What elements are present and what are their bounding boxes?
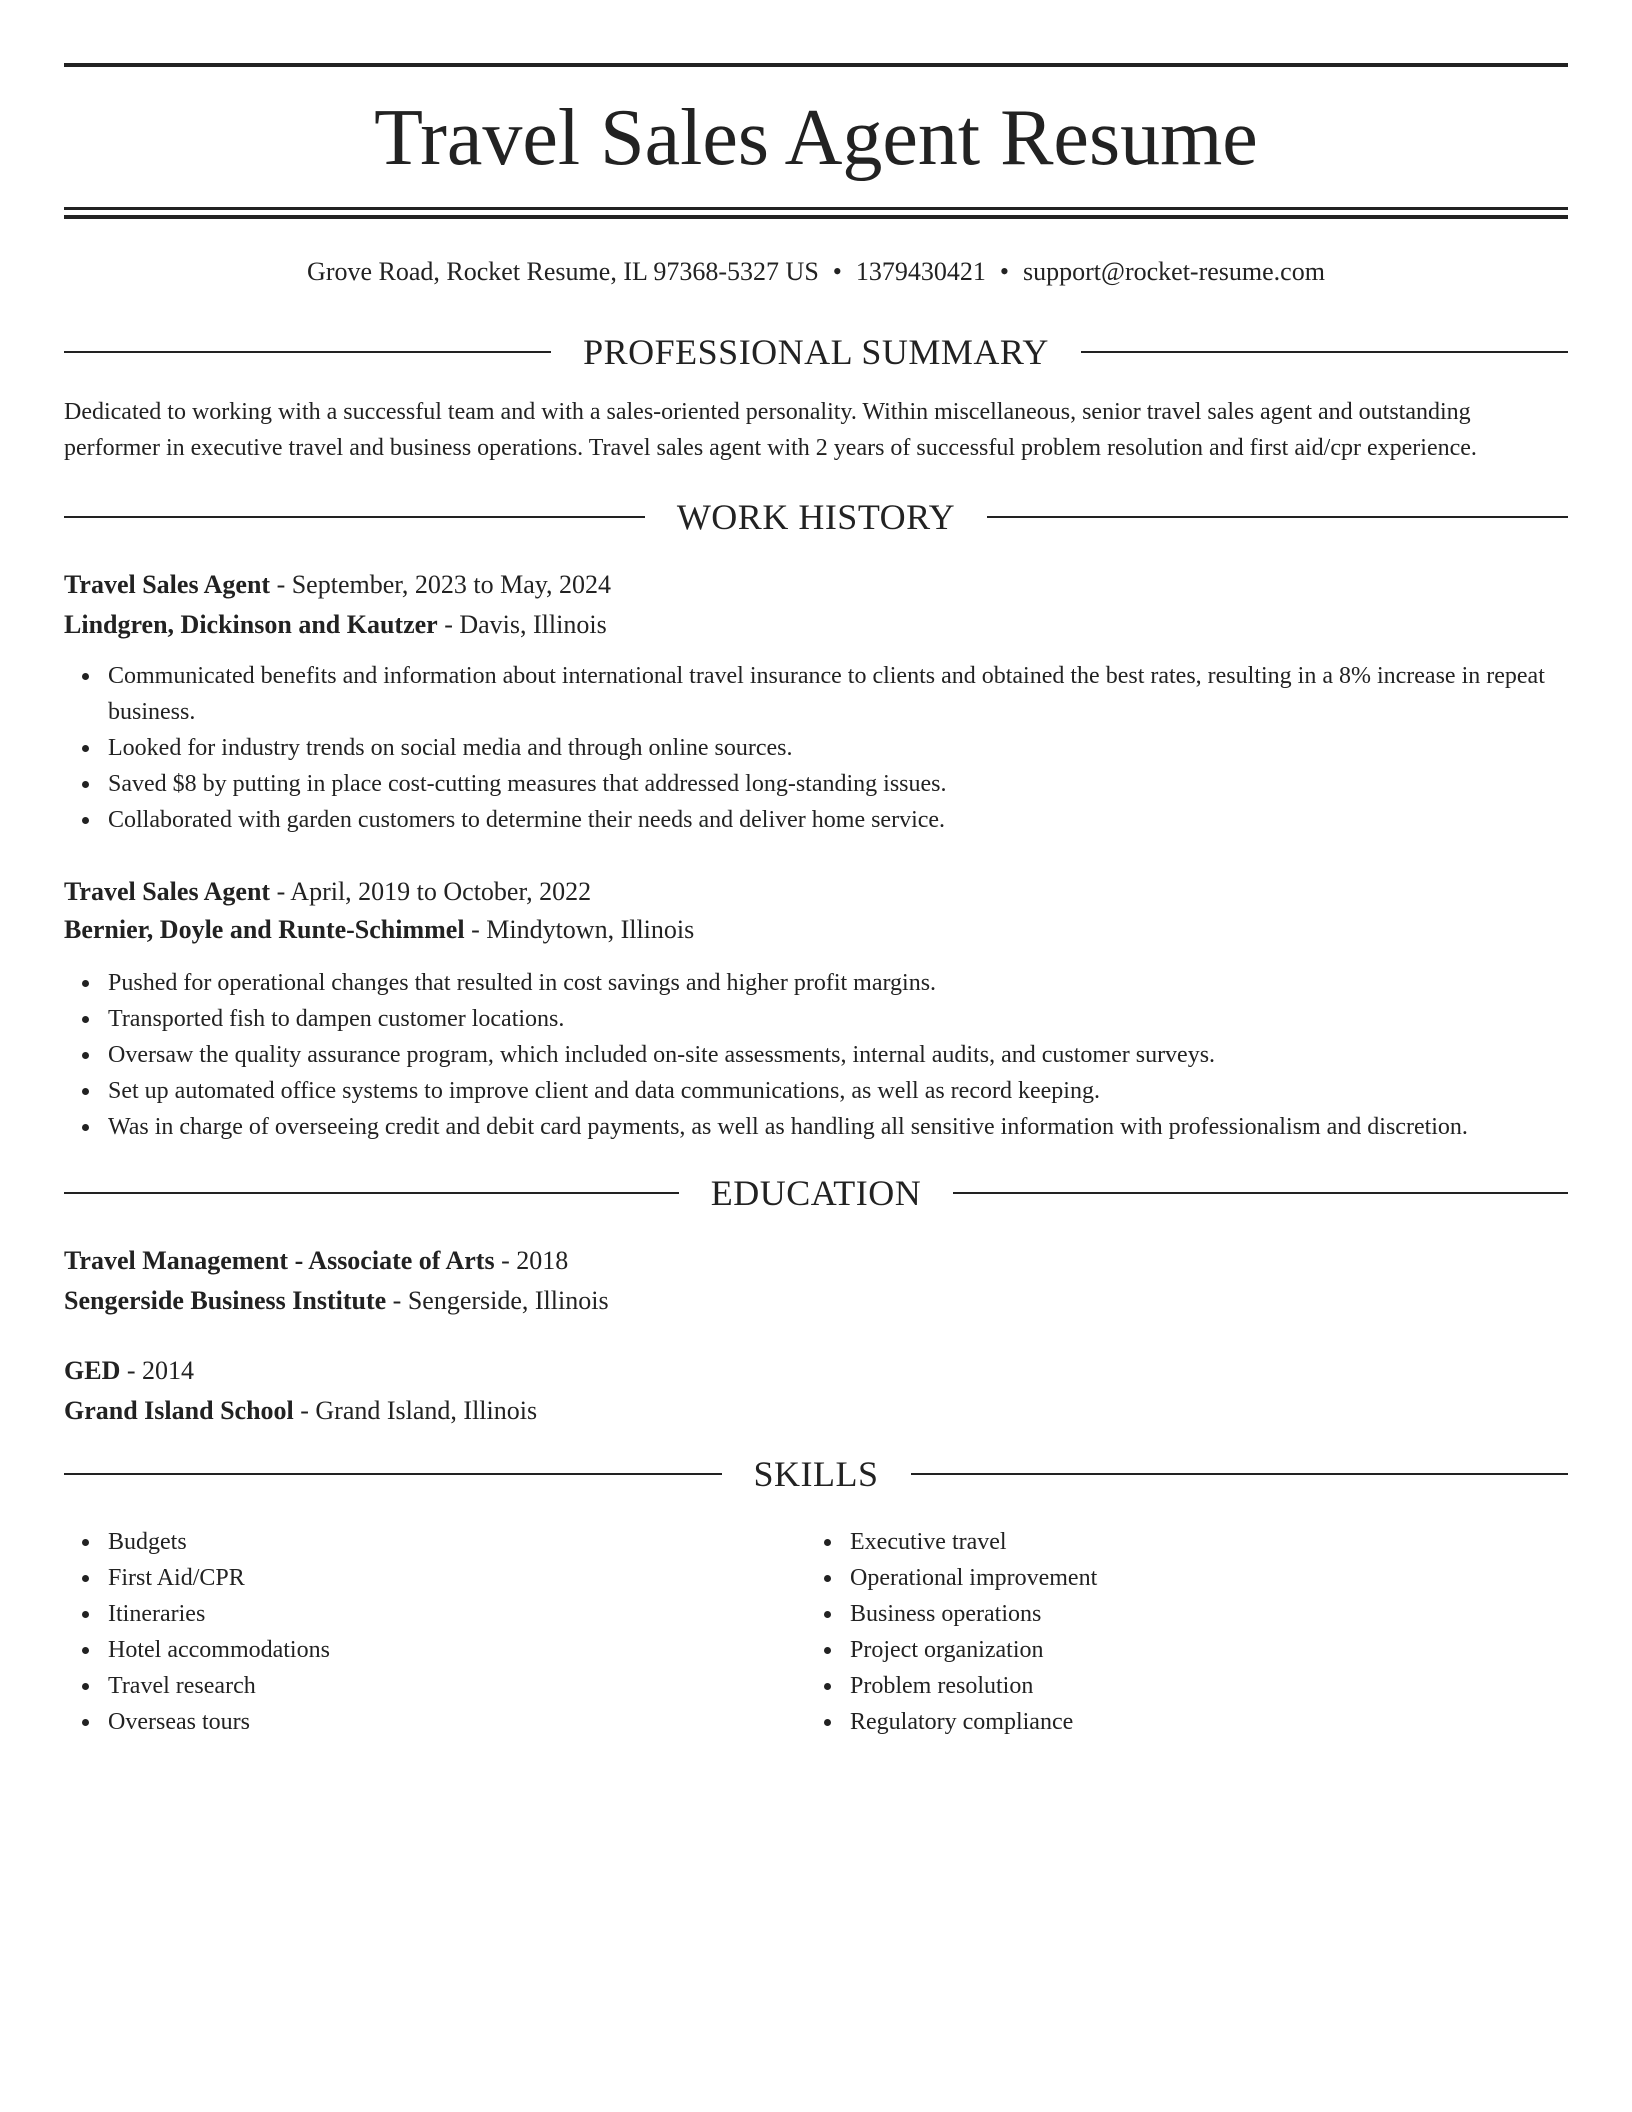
top-rule <box>64 63 1568 67</box>
education-year: - 2018 <box>494 1246 569 1275</box>
skill-item: Problem resolution <box>850 1668 1506 1704</box>
education-degree: Travel Management - Associate of Arts <box>64 1246 495 1275</box>
section-title: EDUCATION <box>710 1173 922 1213</box>
education-school: Grand Island School <box>64 1396 294 1425</box>
contact-address: Grove Road, Rocket Resume, IL 97368-5327 US <box>307 257 819 286</box>
skill-item: Itineraries <box>108 1596 764 1632</box>
education-degree-line <box>64 1351 1568 1391</box>
job-bullets <box>64 658 1568 838</box>
list-item: Collaborated with garden customers to determine their needs and deliver home service. <box>108 802 1568 838</box>
job-company-line <box>64 605 1568 645</box>
job-title: Travel Sales Agent <box>64 570 271 599</box>
education-degree-line <box>64 1241 1568 1281</box>
section-title: PROFESSIONAL SUMMARY <box>583 332 1049 372</box>
skill-item: Budgets <box>108 1524 764 1560</box>
job-company-line <box>64 910 1568 950</box>
list-item: Pushed for operational changes that resulted in cost savings and higher profit margins. <box>108 965 1568 1001</box>
title-rule-upper <box>64 207 1568 210</box>
section-heading-education <box>64 1168 1568 1218</box>
list-item: Looked for industry trends on social media and through online sources. <box>108 730 1568 766</box>
contact-separator: • <box>832 257 842 286</box>
job-company: Lindgren, Dickinson and Kautzer <box>64 610 438 639</box>
education-school: Sengerside Business Institute <box>64 1286 387 1315</box>
education-school-line <box>64 1391 1568 1431</box>
list-item: Transported fish to dampen customer locations. <box>108 1001 1568 1037</box>
heading-rule <box>987 516 1568 518</box>
heading-rule <box>64 351 551 353</box>
skill-item: First Aid/CPR <box>108 1560 764 1596</box>
education-location: - Sengerside, Illinois <box>386 1286 609 1315</box>
title-rule-lower <box>64 215 1568 219</box>
job-dates: - September, 2023 to May, 2024 <box>270 570 612 599</box>
list-item: Communicated benefits and information about international travel insurance to clients and obtained the best rates, resulting in a 8% increase in repeat business. <box>108 658 1568 730</box>
job-dates: - April, 2019 to October, 2022 <box>270 877 592 906</box>
job-title-line <box>64 565 1568 605</box>
section-heading-work-history <box>64 492 1568 542</box>
list-item: Oversaw the quality assurance program, which included on-site assessments, internal audits, and customer surveys. <box>108 1037 1568 1073</box>
job-company: Bernier, Doyle and Runte-Schimmel <box>64 915 465 944</box>
job-location: - Davis, Illinois <box>437 610 607 639</box>
skill-item: Business operations <box>850 1596 1506 1632</box>
section-title: WORK HISTORY <box>676 497 956 537</box>
summary-text: Dedicated to working with a successful team and with a sales-oriented personality. Within miscellaneous, senior travel sales agent and outstanding performer in executive travel and business operations. Travel sales agent with 2 years of successful problem resolution and first aid/cpr experience. <box>64 399 1477 461</box>
list-item: Saved $8 by putting in place cost-cutting measures that addressed long-standing issues. <box>108 766 1568 802</box>
contact-phone: 1379430421 <box>855 257 986 286</box>
skill-item: Hotel accommodations <box>108 1632 764 1668</box>
heading-rule <box>1081 351 1568 353</box>
skill-item: Travel research <box>108 1668 764 1704</box>
job-title: Travel Sales Agent <box>64 877 271 906</box>
section-heading-skills <box>64 1449 1568 1499</box>
heading-rule <box>64 1473 722 1475</box>
job-bullets <box>64 965 1568 1145</box>
skill-item: Project organization <box>850 1632 1506 1668</box>
heading-rule <box>64 516 645 518</box>
education-location: - Grand Island, Illinois <box>293 1396 538 1425</box>
heading-rule <box>911 1473 1569 1475</box>
contact-email: support@rocket-resume.com <box>1023 257 1325 286</box>
list-item: Set up automated office systems to improve client and data communications, as well as record keeping. <box>108 1073 1568 1109</box>
skill-item: Executive travel <box>850 1524 1506 1560</box>
skills-list-right <box>806 1524 1506 1740</box>
list-item: Was in charge of overseeing credit and debit card payments, as well as handling all sensitive information with professionalism and discretion. <box>108 1109 1568 1145</box>
resume-title: Travel Sales Agent Resume <box>374 94 1258 182</box>
job-title-line <box>64 872 1568 912</box>
education-degree: GED <box>64 1356 121 1385</box>
job-location: - Mindytown, Illinois <box>464 915 695 944</box>
skill-item: Regulatory compliance <box>850 1704 1506 1740</box>
heading-rule <box>953 1192 1568 1194</box>
skill-item: Operational improvement <box>850 1560 1506 1596</box>
education-year: - 2014 <box>120 1356 195 1385</box>
skill-item: Overseas tours <box>108 1704 764 1740</box>
heading-rule <box>64 1192 679 1194</box>
contact-separator: • <box>999 257 1010 286</box>
section-title: SKILLS <box>753 1454 879 1494</box>
skills-list-left <box>64 1524 764 1740</box>
section-heading-summary <box>64 327 1568 377</box>
contact-line <box>64 252 1568 292</box>
education-school-line <box>64 1281 1568 1321</box>
